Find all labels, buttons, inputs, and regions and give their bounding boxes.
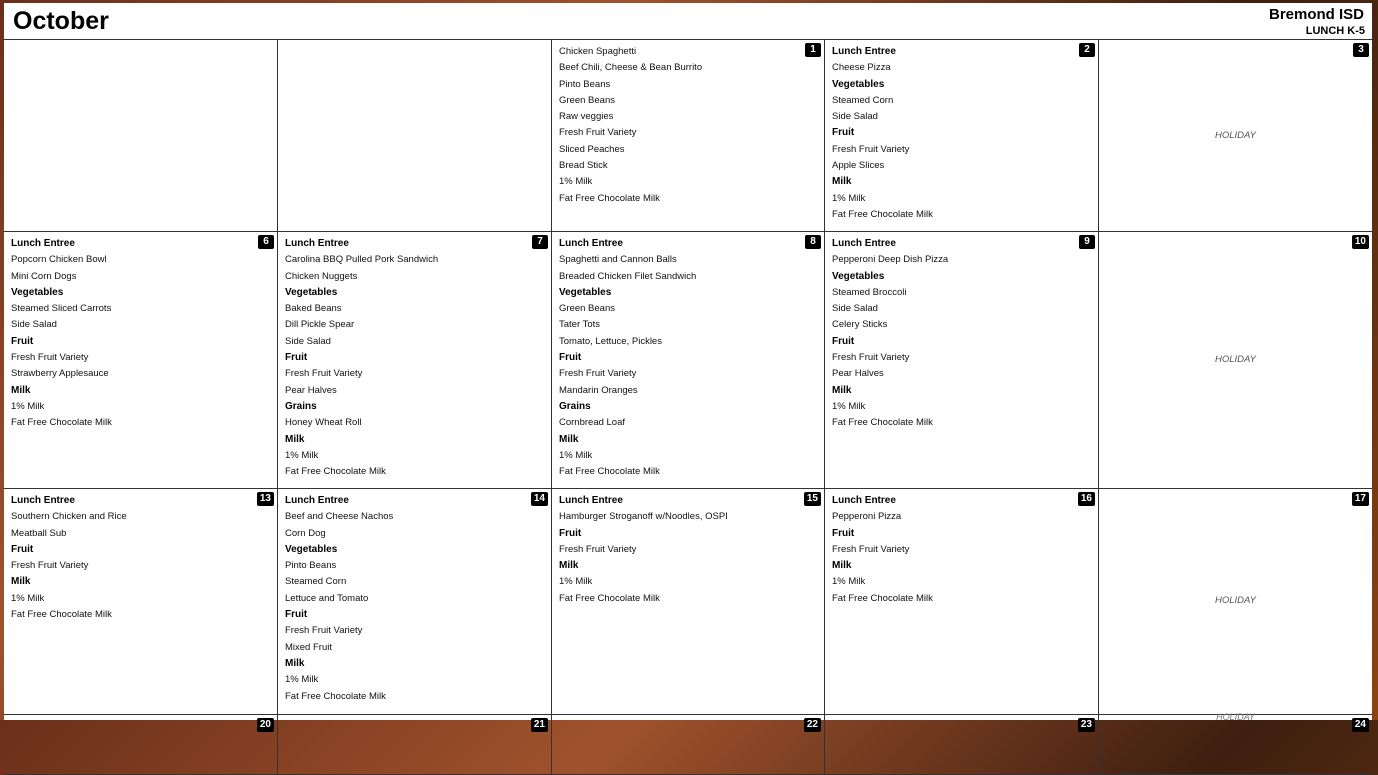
menu-item: Popcorn Chicken Bowl xyxy=(11,254,107,266)
menu-item: Honey Wheat Roll xyxy=(285,417,362,429)
menu-item: Fat Free Chocolate Milk xyxy=(832,208,933,220)
menu-item: 1% Milk xyxy=(832,576,866,588)
menu-item: 1% Milk xyxy=(285,449,319,461)
holiday-label: HOLIDAY xyxy=(1214,354,1256,365)
menu-category: Lunch Entree xyxy=(559,495,623,506)
menu-sheet xyxy=(4,3,1372,730)
menu-category: Fruit xyxy=(11,543,34,555)
menu-item: 1% Milk xyxy=(832,192,866,204)
menu-item: Cornbread Loaf xyxy=(559,417,626,429)
menu-item: 1% Milk xyxy=(11,592,45,604)
day-cell-23 xyxy=(825,715,1099,774)
menu-item: Fat Free Chocolate Milk xyxy=(832,417,933,429)
menu-item: Pinto Beans xyxy=(559,78,611,90)
day-number: 8 xyxy=(805,235,821,249)
menu-category: Fruit xyxy=(832,527,855,539)
menu-item: Pepperoni Deep Dish Pizza xyxy=(832,254,949,266)
week-row xyxy=(4,489,1372,715)
menu-item: Fat Free Chocolate Milk xyxy=(559,466,660,478)
menu-category: Milk xyxy=(11,576,31,588)
day-number: 2 xyxy=(1079,43,1095,57)
menu-category: Vegetables xyxy=(559,286,612,298)
day-number: 3 xyxy=(1353,43,1369,57)
day-number: 24 xyxy=(1352,718,1369,732)
menu-item: Fresh Fruit Variety xyxy=(559,368,637,380)
menu-item: Fresh Fruit Variety xyxy=(832,143,910,155)
day-number: 23 xyxy=(1078,718,1095,732)
day-number: 1 xyxy=(805,43,821,57)
menu-item: Pear Halves xyxy=(285,384,337,396)
menu-item: Steamed Corn xyxy=(832,94,894,106)
day-number: 22 xyxy=(804,718,821,732)
menu-category: Lunch Entree xyxy=(285,238,349,249)
menu-category: Lunch Entree xyxy=(832,238,896,249)
menu-item: Beef and Cheese Nachos xyxy=(285,511,394,523)
menu-category: Lunch Entree xyxy=(832,46,896,57)
day-cell-6 xyxy=(4,232,278,488)
day-number: 16 xyxy=(1078,492,1095,506)
menu-item: Fresh Fruit Variety xyxy=(832,543,910,555)
day-cell-7 xyxy=(278,232,552,488)
holiday-label: HOLIDAY xyxy=(1216,712,1255,722)
day-number: 6 xyxy=(258,235,274,249)
day-cell-14 xyxy=(278,489,552,714)
holiday-label: HOLIDAY xyxy=(1214,130,1256,141)
month-title: October xyxy=(13,7,109,35)
day-cell-21 xyxy=(278,715,552,774)
menu-item: Spaghetti and Cannon Balls xyxy=(559,254,677,266)
day-number: 14 xyxy=(531,492,548,506)
menu-item: Steamed Sliced Carrots xyxy=(11,303,112,315)
menu-category: Milk xyxy=(559,560,579,572)
menu-item: Side Salad xyxy=(832,303,878,315)
menu-item: Celery Sticks xyxy=(832,319,888,331)
menu-item: Breaded Chicken Filet Sandwich xyxy=(559,270,697,282)
menu-category: Fruit xyxy=(11,335,34,347)
day-number: 20 xyxy=(257,718,274,732)
menu-item: Baked Beans xyxy=(285,303,342,315)
menu-category: Vegetables xyxy=(832,270,885,282)
menu-category: Milk xyxy=(285,433,305,445)
menu-category: Lunch Entree xyxy=(11,238,75,249)
menu-category: Vegetables xyxy=(285,286,338,298)
menu-item: Green Beans xyxy=(559,94,615,106)
week-row xyxy=(4,232,1372,489)
day-cell-1 xyxy=(552,40,825,231)
menu-item: Fresh Fruit Variety xyxy=(285,368,363,380)
menu-item: 1% Milk xyxy=(559,576,593,588)
menu-category: Lunch Entree xyxy=(832,495,896,506)
day-cell-3 xyxy=(1099,40,1372,231)
day-number: 17 xyxy=(1352,492,1369,506)
menu-item: Fat Free Chocolate Milk xyxy=(559,192,660,204)
day-cell-13 xyxy=(4,489,278,714)
menu-category: Fruit xyxy=(285,609,308,621)
menu-item: Tomato, Lettuce, Pickles xyxy=(559,335,662,347)
menu-item: Tater Tots xyxy=(559,319,601,331)
menu-category: Fruit xyxy=(832,335,855,347)
menu-category: Lunch Entree xyxy=(285,495,349,506)
menu-item: Chicken Spaghetti xyxy=(559,46,637,57)
menu-category: Milk xyxy=(832,560,852,572)
menu-item: Fat Free Chocolate Milk xyxy=(285,466,386,478)
week-row xyxy=(4,40,1372,232)
day-number: 15 xyxy=(804,492,821,506)
menu-type-label: LUNCH K-5 xyxy=(1305,25,1365,37)
menu-item: Carolina BBQ Pulled Pork Sandwich xyxy=(285,254,439,266)
menu-item: Apple Slices xyxy=(832,160,885,172)
menu-item: Chicken Nuggets xyxy=(285,270,358,282)
day-number: 13 xyxy=(257,492,274,506)
menu-category: Grains xyxy=(559,400,591,412)
menu-item: Corn Dog xyxy=(285,527,326,539)
menu-item: Fat Free Chocolate Milk xyxy=(11,609,112,621)
menu-item: Green Beans xyxy=(559,303,615,315)
menu-item: Strawberry Applesauce xyxy=(11,368,109,380)
day-cell-15 xyxy=(552,489,825,714)
day-cell-20 xyxy=(4,715,278,774)
menu-item: Raw veggies xyxy=(559,111,614,123)
menu-item: 1% Milk xyxy=(11,400,45,412)
day-cell-10 xyxy=(1099,232,1372,488)
menu-category: Lunch Entree xyxy=(11,495,75,506)
menu-item: Fresh Fruit Variety xyxy=(559,127,637,139)
menu-item: Side Salad xyxy=(832,111,878,123)
menu-item: Beef Chili, Cheese & Bean Burrito xyxy=(559,62,703,74)
menu-item: 1% Milk xyxy=(832,400,866,412)
menu-item: Pepperoni Pizza xyxy=(832,511,902,523)
menu-category: Fruit xyxy=(285,352,308,364)
menu-category: Fruit xyxy=(832,127,855,139)
day-number: 9 xyxy=(1079,235,1095,249)
menu-item: Hamburger Stroganoff w/Noodles, OSPI xyxy=(559,511,728,523)
menu-item: Pinto Beans xyxy=(285,560,337,572)
menu-item: Steamed Broccoli xyxy=(832,286,907,298)
day-cell-24 xyxy=(1099,712,1372,774)
menu-category: Vegetables xyxy=(832,78,885,90)
menu-item: Fresh Fruit Variety xyxy=(11,560,89,572)
menu-item: Side Salad xyxy=(285,335,331,347)
menu-category: Milk xyxy=(285,657,305,669)
day-cell-17 xyxy=(1099,489,1372,714)
menu-item: Mixed Fruit xyxy=(285,641,332,653)
menu-item: Steamed Corn xyxy=(285,576,347,588)
menu-item: Fresh Fruit Variety xyxy=(559,543,637,555)
menu-item: Fresh Fruit Variety xyxy=(11,352,89,364)
day-cell-empty xyxy=(4,40,278,231)
menu-item: Mini Corn Dogs xyxy=(11,270,77,282)
menu-category: Vegetables xyxy=(285,543,338,555)
day-number: 21 xyxy=(531,718,548,732)
menu-category: Milk xyxy=(832,384,852,396)
menu-item: Fat Free Chocolate Milk xyxy=(285,690,386,702)
day-cell-2 xyxy=(825,40,1099,231)
menu-category: Milk xyxy=(559,433,579,445)
menu-item: Fat Free Chocolate Milk xyxy=(11,417,112,429)
menu-item: 1% Milk xyxy=(285,674,319,686)
day-number: 10 xyxy=(1352,235,1369,249)
day-cell-9 xyxy=(825,232,1099,488)
menu-category: Milk xyxy=(11,384,31,396)
menu-item: Cheese Pizza xyxy=(832,62,891,74)
week-row xyxy=(4,712,1372,775)
menu-item: Fresh Fruit Variety xyxy=(832,352,910,364)
holiday-label: HOLIDAY xyxy=(1214,595,1256,606)
day-cell-8 xyxy=(552,232,825,488)
district-name: Bremond ISD xyxy=(1268,6,1364,23)
menu-item: Side Salad xyxy=(11,319,57,331)
menu-category: Fruit xyxy=(559,352,582,364)
menu-category: Milk xyxy=(832,176,852,188)
menu-category: Fruit xyxy=(559,527,582,539)
menu-category: Vegetables xyxy=(11,286,64,298)
day-cell-22 xyxy=(552,715,825,774)
day-cell-empty xyxy=(278,40,552,231)
calendar-header xyxy=(4,3,1372,40)
menu-item: Bread Stick xyxy=(559,160,608,172)
menu-item: Fat Free Chocolate Milk xyxy=(559,592,660,604)
menu-item: Sliced Peaches xyxy=(559,143,625,155)
menu-item: Mandarin Oranges xyxy=(559,384,638,396)
menu-category: Lunch Entree xyxy=(559,238,623,249)
menu-item: Southern Chicken and Rice xyxy=(11,511,127,523)
menu-item: Pear Halves xyxy=(832,368,884,380)
menu-item: 1% Milk xyxy=(559,176,593,188)
menu-item: Meatball Sub xyxy=(11,527,67,539)
menu-item: Fresh Fruit Variety xyxy=(285,625,363,637)
menu-category: Grains xyxy=(285,400,317,412)
day-cell-16 xyxy=(825,489,1099,714)
menu-item: Lettuce and Tomato xyxy=(285,592,369,604)
day-number: 7 xyxy=(532,235,548,249)
menu-item: Dill Pickle Spear xyxy=(285,319,355,331)
menu-item: Fat Free Chocolate Milk xyxy=(832,592,933,604)
menu-item: 1% Milk xyxy=(559,449,593,461)
